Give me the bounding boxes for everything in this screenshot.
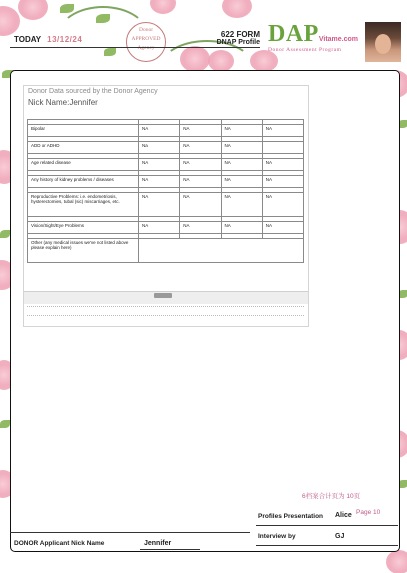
dotted-line <box>27 306 304 307</box>
dap-logo: DAPVitame.com Donor Assessment Program <box>268 21 358 53</box>
approval-stamp: Donor APPROVED Agency <box>126 22 166 62</box>
page-count-text: 6档案合计页为 10页 <box>302 493 361 500</box>
footer-divider <box>256 545 398 546</box>
donor-photo <box>365 22 401 62</box>
page-number: Page 10 <box>356 509 381 516</box>
interview-by-value: GJ <box>335 533 345 540</box>
footer-divider <box>10 532 250 533</box>
expand-toggle[interactable] <box>154 293 172 298</box>
donor-name-underline <box>140 549 200 550</box>
form-heading <box>178 30 260 46</box>
donor-nick-name-value: Jennifer <box>144 540 172 547</box>
agency-document <box>23 85 309 327</box>
nick-name-line: Nick Name:Jennifer <box>28 98 98 107</box>
donor-nick-name-label: DONOR Applicant Nick Name <box>14 540 105 547</box>
table-row: Vision/Sight/Eye Problems NA NA NA NA <box>28 222 304 234</box>
today-field <box>14 35 82 44</box>
table-row: Any history of kidney problems / diseases NA NA NA NA <box>28 176 304 188</box>
medical-history-table <box>27 119 304 263</box>
interview-by-label: Interview by <box>258 533 296 540</box>
table-row: Reproductive Problems: i.e. endometriosis, hysterectomies, tubal (sic) miscarriages, etc. NA NA NA NA <box>28 193 304 217</box>
form-code: 622 FORM <box>220 30 260 39</box>
dotted-line <box>27 315 304 316</box>
profiles-presentation-value: Alice <box>335 512 352 519</box>
today-label: TODAY <box>14 35 42 44</box>
document-title: Donor Data sourced by the Donor Agency <box>28 88 158 95</box>
today-date: 13/12/24 <box>47 35 83 44</box>
table-row: Bipolar NA NA NA NA <box>28 125 304 137</box>
table-row: Age related disease NA NA NA NA <box>28 159 304 171</box>
table-row: ADD or ADHD Na NA NA <box>28 142 304 154</box>
footer-divider <box>256 525 398 526</box>
table-row: Other (any medical issues we've not listed above please explain here) <box>28 239 304 263</box>
header-divider <box>10 47 260 48</box>
profiles-presentation-label: Profiles Presentation <box>258 513 324 520</box>
form-title: DNAP Profile <box>216 39 260 46</box>
